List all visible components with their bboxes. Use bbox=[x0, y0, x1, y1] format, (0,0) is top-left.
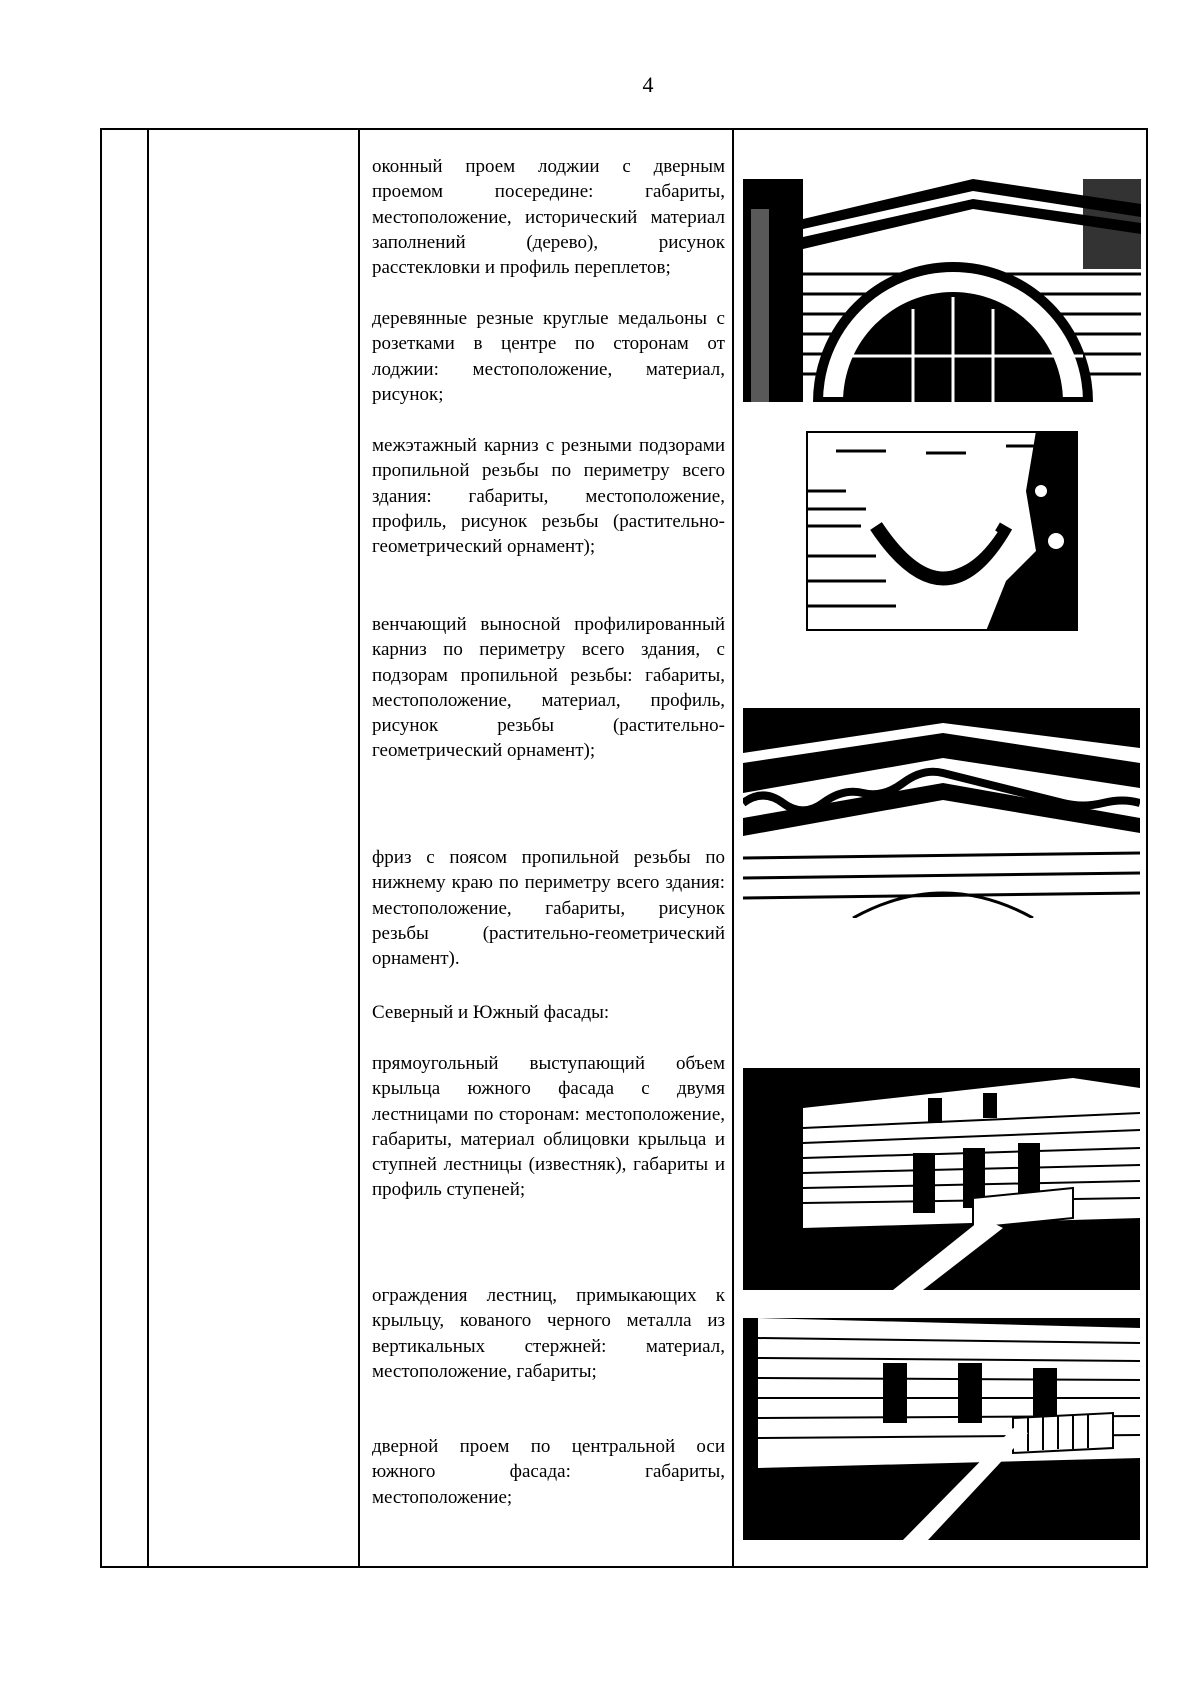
text-interfloor-cornice: межэтажный карниз с резными подзорами пропильной резьбы по периметру всего здания: габариты, местоположение, профиль, рисунок резьбы (растительно-геометрический орнамент); bbox=[372, 435, 725, 558]
photo-crowning-cornice bbox=[743, 708, 1140, 918]
text-crowning-cornice: венчающий выносной профилированный карниз по периметру всего здания, с подзорам пропильной резьбы: габариты, местоположение, материал, профиль, рисунок резьбы (растительно-геометрический орнамент); bbox=[372, 614, 725, 762]
text-stair-railings: ограждения лестниц, примыкающих к крыльцу, кованого черного металла из вертикальных стержней: материал, местоположение, габариты; bbox=[372, 1285, 725, 1382]
page-number: 4 bbox=[642, 72, 654, 97]
photo-medallion bbox=[806, 431, 1078, 631]
column-divider-1 bbox=[147, 130, 149, 1566]
text-porch: прямоугольный выступающий объем крыльца южного фасада с двумя лестницами по сторонам: местоположение, габариты, материал облицовки крыльца и ступней лестницы (известняк), габариты и профиль ступеней; bbox=[372, 1053, 725, 1201]
text-door-opening: дверной проем по центральной оси южного фасада: габариты, местоположение; bbox=[372, 1436, 725, 1508]
photo-loggia-window bbox=[743, 179, 1141, 402]
column-divider-3 bbox=[732, 130, 734, 1566]
text-medallions: деревянные резные круглые медальоны с розетками в центре по сторонам от лоджии: местоположение, материал, рисунок; bbox=[372, 308, 725, 405]
photo-stair-railings bbox=[743, 1318, 1140, 1540]
text-frieze: фриз с поясом пропильной резьбы по нижнему краю по периметру всего здания: местоположение, габариты, рисунок резьбы (растительно-геометрический орнамент). bbox=[372, 847, 725, 970]
text-facades-heading: Северный и Южный фасады: bbox=[372, 1002, 610, 1023]
text-loggia-window: оконный проем лоджии с дверным проемом посередине: габариты, местоположение, исторический материал заполнений (дерево), рисунок расстекловки и профиль переплетов; bbox=[372, 156, 725, 279]
photo-south-facade-porch bbox=[743, 1068, 1140, 1290]
column-divider-2 bbox=[358, 130, 360, 1566]
